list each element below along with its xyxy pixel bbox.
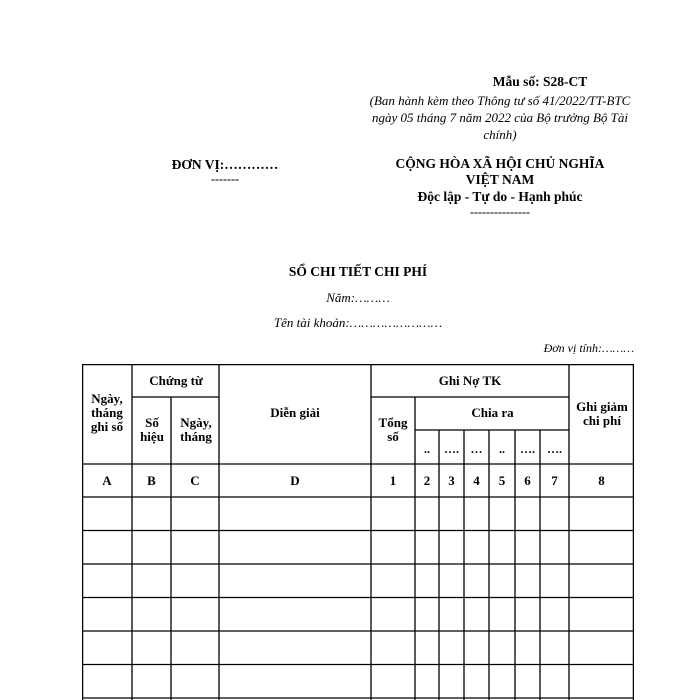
year-line: Năm:……… [326, 290, 390, 305]
motto-dashes: --------------- [470, 205, 530, 219]
column-code: 3 [448, 473, 455, 488]
header-voucher-number: Số hiệu [140, 415, 164, 444]
sub-column-header: …. [547, 442, 562, 456]
header-voucher: Chứng từ [149, 373, 203, 388]
nation-name-line1: CỘNG HÒA XÃ HỘI CHỦ NGHĨA [395, 156, 605, 171]
header-date: Ngày, tháng ghi sổ [90, 391, 124, 434]
column-code: 5 [498, 473, 506, 488]
column-code: C [190, 473, 200, 488]
issuance-note: (Ban hành kèm theo Thông tư số 41/2022/TT-BTC ngày 05 tháng 7 năm 2022 của Bộ trưởng Bộ Tài chính) [369, 93, 631, 142]
sub-column-header: …. [520, 442, 535, 456]
column-code: A [102, 473, 112, 488]
column-code: 4 [473, 473, 480, 488]
column-code: 6 [524, 473, 531, 488]
header-description: Diễn giải [270, 405, 320, 420]
sub-column-header: … [470, 442, 483, 456]
column-code: 2 [423, 473, 431, 488]
sub-column-header: …. [444, 442, 459, 456]
column-code: 8 [598, 473, 605, 488]
unit-label: ĐƠN VỊ:………… [171, 157, 279, 172]
header-debit: Ghi Nợ TK [438, 373, 502, 388]
column-code: 1 [389, 473, 397, 488]
account-name-line: Tên tài khoản:…………………… [273, 315, 443, 330]
sub-column-header: .. [424, 442, 430, 456]
national-motto: Độc lập - Tự do - Hạnh phúc [417, 189, 583, 204]
document-title: SỔ CHI TIẾT CHI PHÍ [288, 264, 428, 279]
header-breakdown: Chia ra [471, 405, 514, 420]
unit-dashes: ------- [211, 172, 239, 186]
column-code: B [147, 473, 156, 488]
form-code: Mẫu số: S28-CT [492, 74, 588, 89]
unit-of-measure: Đơn vị tính:……… [543, 341, 634, 355]
header-total: Tổng số [378, 415, 408, 444]
column-code: 7 [551, 473, 558, 488]
header-reduction: Ghi giảm chi phí [576, 399, 628, 428]
ledger-table [82, 364, 634, 700]
sub-column-header: .. [499, 442, 505, 456]
nation-name-line2: VIỆT NAM [465, 172, 535, 187]
header-voucher-date: Ngày, tháng [180, 415, 212, 444]
column-code: D [290, 473, 300, 488]
